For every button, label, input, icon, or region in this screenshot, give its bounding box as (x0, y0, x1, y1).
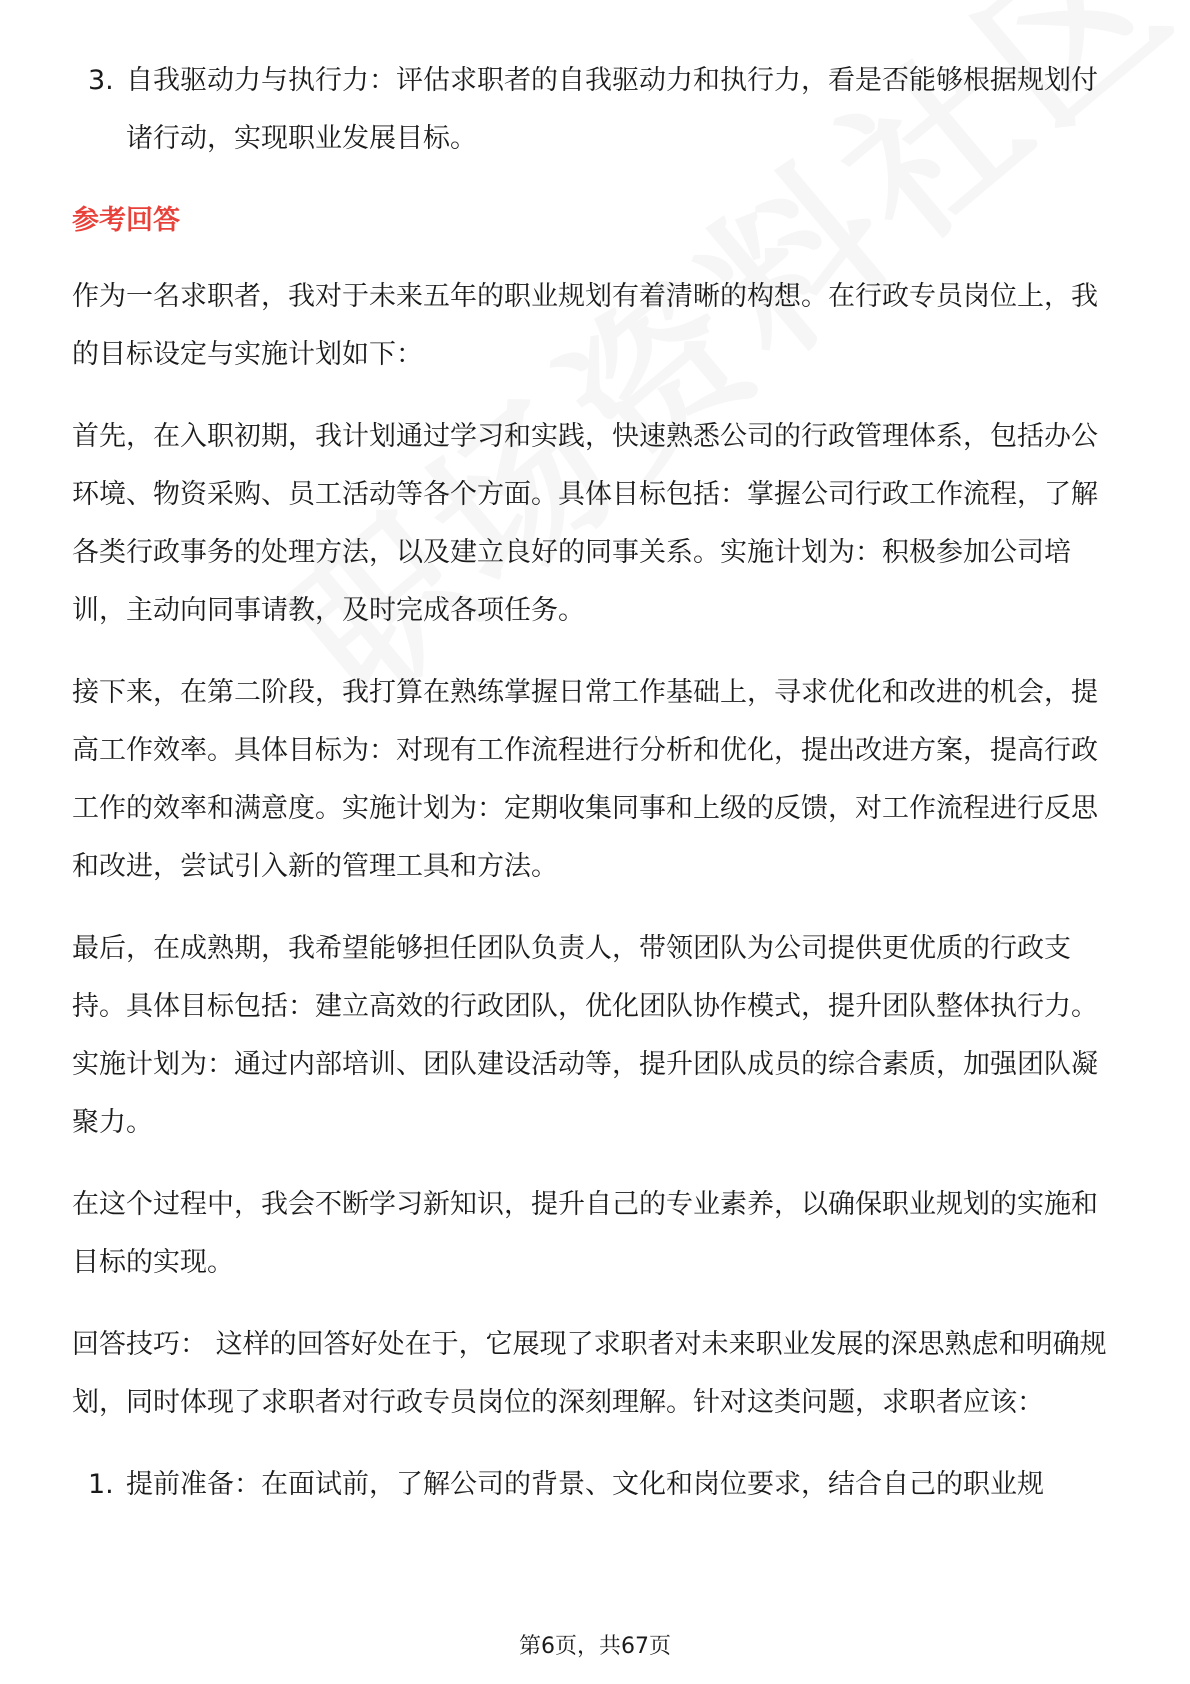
tips-label: 回答技巧： (72, 1329, 207, 1360)
list-item-1 (72, 1456, 1120, 1514)
paragraph-stage-1: 首先，在入职初期，我计划通过学习和实践，快速熟悉公司的行政管理体系，包括办公环境、物资采购、员工活动等各个方面。具体目标包括：掌握公司行政工作流程，了解各类行政事务的处理方法，以及建立良好的同事关系。实施计划为：积极参加公司培训，主动向同事请教，及时完成各项任务。 (72, 421, 1098, 626)
paragraph-stage-2: 接下来，在第二阶段，我打算在熟练掌握日常工作基础上，寻求优化和改进的机会，提高工作效率。具体目标为：对现有工作流程进行分析和优化，提出改进方案，提高行政工作的效率和满意度。实施计划为：定期收集同事和上级的反馈，对工作流程进行反思和改进，尝试引入新的管理工具和方法。 (72, 677, 1098, 882)
list-item-text: 提前准备：在面试前，了解公司的背景、文化和岗位要求，结合自己的职业规 (126, 1469, 1044, 1500)
list-item-3 (72, 52, 1120, 168)
paragraph-stage-3: 最后，在成熟期，我希望能够担任团队负责人，带领团队为公司提供更优质的行政支持。具体目标包括：建立高效的行政团队，优化团队协作模式，提升团队整体执行力。实施计划为：通过内部培训、团队建设活动等，提升团队成员的综合素质，加强团队凝聚力。 (72, 933, 1098, 1138)
paragraph-intro: 作为一名求职者，我对于未来五年的职业规划有着清晰的构想。在行政专员岗位上，我的目标设定与实施计划如下： (72, 281, 1098, 370)
tips-paragraph (72, 1316, 1120, 1432)
list-item-text: 自我驱动力与执行力：评估求职者的自我驱动力和执行力，看是否能够根据规划付诸行动，实现职业发展目标。 (126, 65, 1098, 154)
list-item-number: 1. (88, 1469, 114, 1500)
paragraph-conclusion: 在这个过程中，我会不断学习新知识，提升自己的专业素养，以确保职业规划的实施和目标的实现。 (72, 1189, 1098, 1278)
page-footer: 第6页，共67页 (519, 1634, 671, 1659)
tips-text: 这样的回答好处在于，它展现了求职者对未来职业发展的深思熟虑和明确规划，同时体现了求职者对行政专员岗位的深刻理解。针对这类问题，求职者应该： (72, 1329, 1107, 1418)
list-item-number: 3. (88, 65, 114, 96)
page-content (72, 52, 1120, 1514)
answer-heading: 参考回答 (72, 205, 180, 236)
